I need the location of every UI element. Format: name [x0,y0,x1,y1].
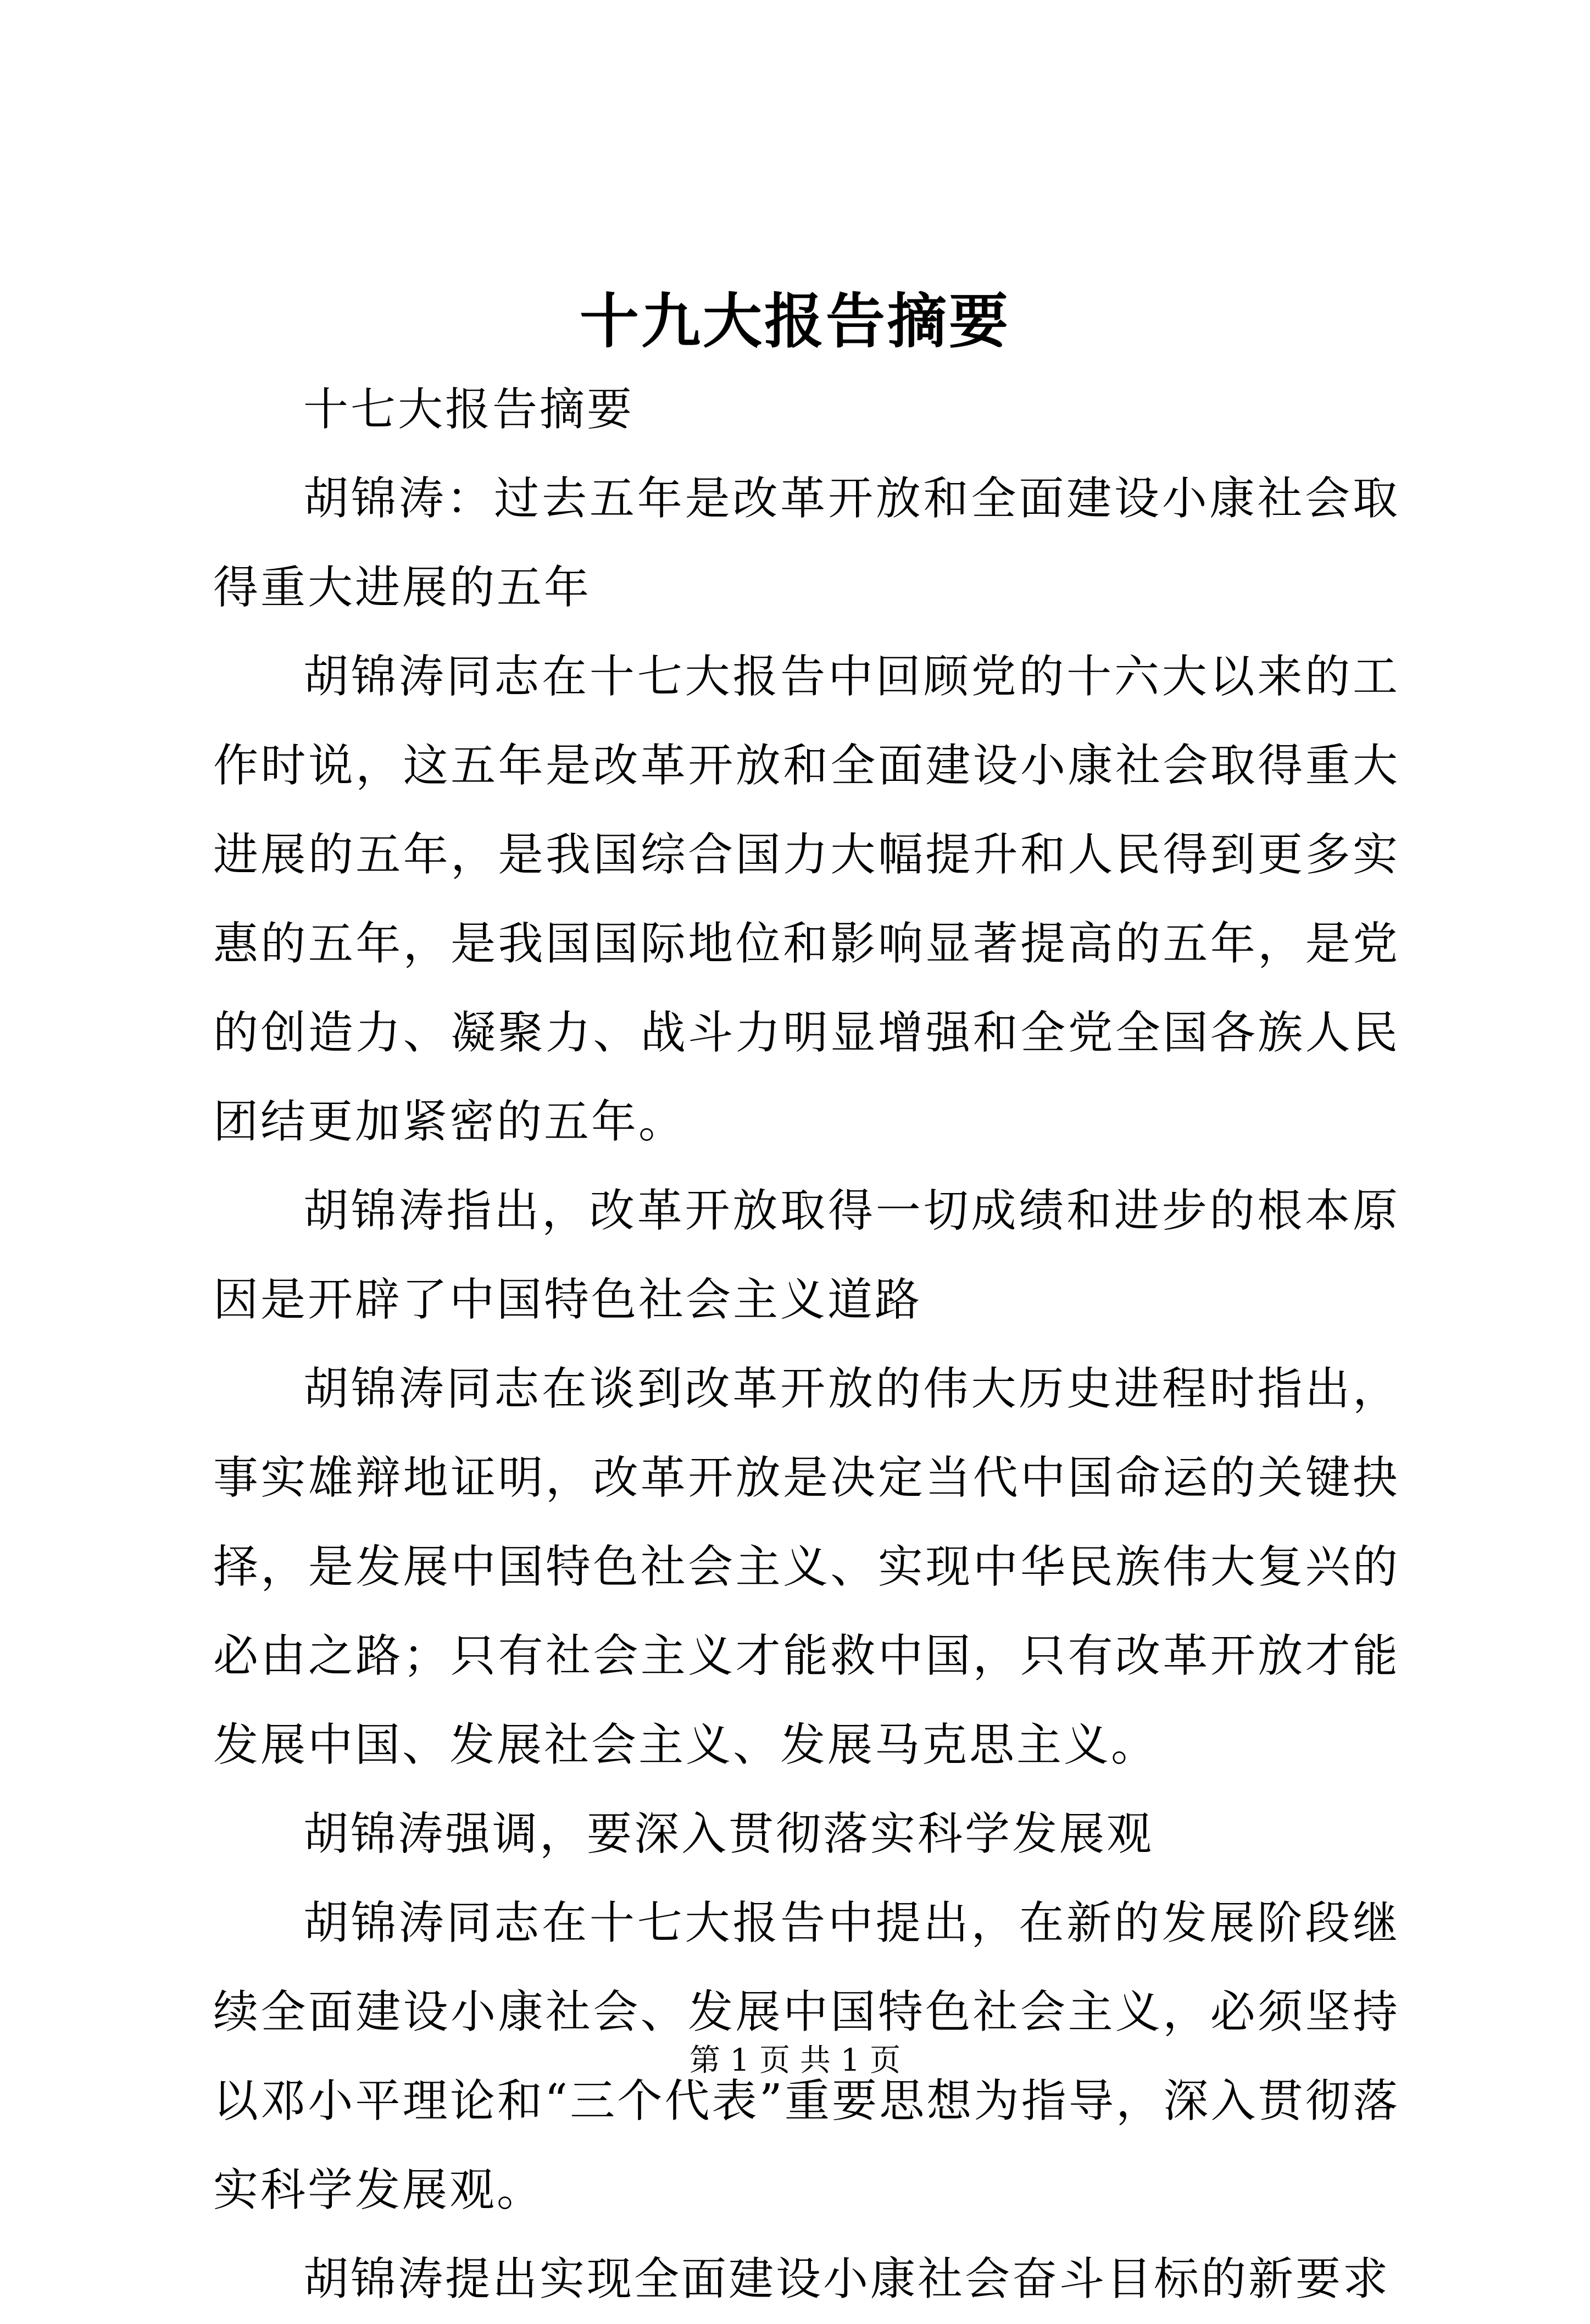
page-footer: 第 1 页 共 1 页 [689,2043,901,2078]
paragraph: 胡锦涛同志在十七大报告中提出，在新的发展阶段继续全面建设小康社会、发展中国特色社会主义，必须坚持以邓小平理论和“三个代表”重要思想为指导，深入贯彻落实科学发展观。 [213,1897,1400,2216]
paragraph: 胡锦涛强调，要深入贯彻落实科学发展观 [303,1808,1154,1860]
paragraph: 胡锦涛同志在十七大报告中回顾党的十六大以来的工作时说，这五年是改革开放和全面建设小康社会取得重大进展的五年，是我国综合国力大幅提升和人民得到更多实惠的五年，是我国国际地位和影响显著提高的五年，是党的创造力、凝聚力、战斗力明显增强和全党全国各族人民团结更加紧密的五年。 [213,651,1400,1148]
paragraph: 胡锦涛提出实现全面建设小康社会奋斗目标的新要求 [303,2253,1391,2305]
document-body [213,365,1400,2324]
paragraph: 胡锦涛同志在谈到改革开放的伟大历史进程时指出，事实雄辩地证明，改革开放是决定当代中国命运的关键抉择，是发展中国特色社会主义、实现中华民族伟大复兴的必由之路；只有社会主义才能救中国，只有改革开放才能发展中国、发展社会主义、发展马克思主义。 [213,1363,1400,1771]
paragraph: 十七大报告摘要 [303,384,635,436]
paragraph: 胡锦涛：过去五年是改革开放和全面建设小康社会取得重大进展的五年 [213,473,1400,614]
paragraph: 胡锦涛指出，改革开放取得一切成绩和进步的根本原因是开辟了中国特色社会主义道路 [213,1185,1400,1326]
document-title: 十九大报告摘要 [579,287,1010,356]
